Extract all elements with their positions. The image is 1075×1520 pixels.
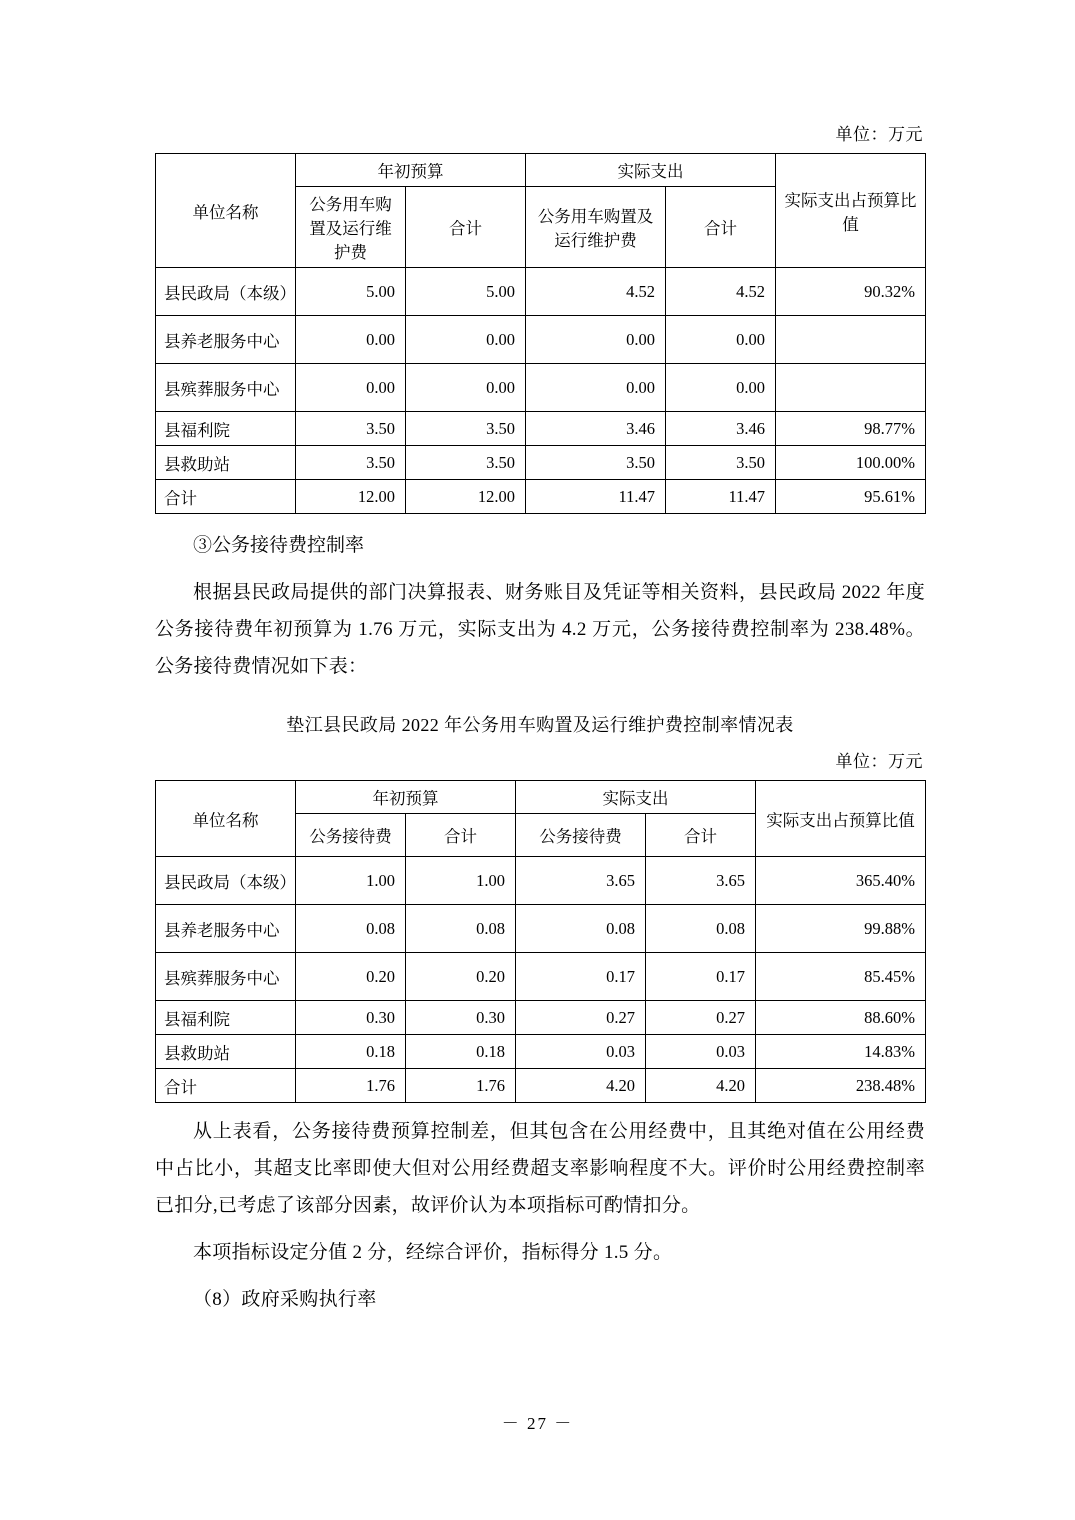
row-actual-hospitality: 4.20 — [516, 1069, 646, 1103]
row-ratio: 365.40% — [756, 857, 926, 905]
row-actual-total: 4.20 — [646, 1069, 756, 1103]
table-row — [156, 953, 926, 1001]
unit-note-second: 单位：万元 — [835, 752, 923, 772]
page-content — [155, 120, 925, 1318]
header-actual-car: 公务用车购置及运行维护费 — [526, 187, 666, 268]
row-actual-total: 0.00 — [666, 316, 776, 364]
row-actual-hospitality: 0.27 — [516, 1001, 646, 1035]
header-actual-total: 合计 — [646, 814, 756, 857]
section-paragraph-1: 根据县民政局提供的部门决算报表、财务账目及凭证等相关资料，县民政局 2022 年度公务接待费年初预算为 1.76 万元，实际支出为 4.2 万元，公务接待费控制率为 238.48%。公务接待费情况如下表： — [155, 582, 925, 678]
header-unit-name: 单位名称 — [156, 781, 296, 857]
row-budget-total: 1.76 — [406, 1069, 516, 1103]
header-ratio: 实际支出占预算比值 — [756, 781, 926, 857]
row-actual-total: 0.00 — [666, 364, 776, 412]
row-budget-hospitality: 0.08 — [296, 905, 406, 953]
row-budget-total: 1.00 — [406, 857, 516, 905]
row-actual-total: 0.08 — [646, 905, 756, 953]
row-name: 县救助站 — [156, 446, 296, 480]
header-unit-name: 单位名称 — [156, 154, 296, 268]
row-budget-car: 0.00 — [296, 316, 406, 364]
table-header-row — [156, 781, 926, 814]
row-actual-total: 3.65 — [646, 857, 756, 905]
row-ratio — [776, 316, 926, 364]
unit-note-top: 单位：万元 — [835, 125, 923, 144]
header-actual-group: 实际支出 — [526, 154, 776, 187]
row-actual-total: 0.03 — [646, 1035, 756, 1069]
header-budget-total: 合计 — [406, 814, 516, 857]
closing-paragraph-3: （8）政府采购执行率 — [193, 1289, 377, 1311]
row-budget-total: 0.18 — [406, 1035, 516, 1069]
table-row — [156, 1001, 926, 1035]
row-ratio: 98.77% — [776, 412, 926, 446]
row-name: 县殡葬服务中心 — [156, 364, 296, 412]
row-budget-hospitality: 0.18 — [296, 1035, 406, 1069]
section-heading: ③公务接待费控制率 — [193, 535, 365, 556]
table-row — [156, 1035, 926, 1069]
row-ratio: 238.48% — [756, 1069, 926, 1103]
table-row — [156, 857, 926, 905]
table2-title: 垫江县民政局 2022 年公务用车购置及运行维护费控制率情况表 — [286, 715, 794, 736]
row-actual-hospitality: 0.03 — [516, 1035, 646, 1069]
row-actual-total: 11.47 — [666, 480, 776, 514]
row-name: 县养老服务中心 — [156, 905, 296, 953]
row-budget-hospitality: 1.00 — [296, 857, 406, 905]
row-budget-hospitality: 0.30 — [296, 1001, 406, 1035]
row-budget-total: 0.00 — [406, 316, 526, 364]
row-name: 县救助站 — [156, 1035, 296, 1069]
table-row — [156, 364, 926, 412]
row-ratio: 14.83% — [756, 1035, 926, 1069]
closing-paragraph-2: 本项指标设定分值 2 分，经综合评价，指标得分 1.5 分。 — [193, 1242, 673, 1264]
row-actual-car: 3.50 — [526, 446, 666, 480]
row-ratio: 85.45% — [756, 953, 926, 1001]
row-budget-total: 0.00 — [406, 364, 526, 412]
row-budget-car: 12.00 — [296, 480, 406, 514]
row-budget-total: 3.50 — [406, 412, 526, 446]
row-actual-car: 3.46 — [526, 412, 666, 446]
row-budget-car: 3.50 — [296, 412, 406, 446]
row-ratio — [776, 364, 926, 412]
table-row — [156, 316, 926, 364]
row-budget-hospitality: 0.20 — [296, 953, 406, 1001]
row-actual-car: 0.00 — [526, 364, 666, 412]
row-name: 合计 — [156, 1069, 296, 1103]
row-actual-total: 0.17 — [646, 953, 756, 1001]
row-actual-car: 11.47 — [526, 480, 666, 514]
closing-paragraph-1: 从上表看，公务接待费预算控制差，但其包含在公用经费中，且其绝对值在公用经费中占比小，其超支比率即使大但对公用经费超支率影响程度不大。评价时公用经费控制率已扣分,已考虑了该部分因素，故评价认为本项指标可酌情扣分。 — [155, 1121, 925, 1217]
header-budget-group: 年初预算 — [296, 154, 526, 187]
table-total-row — [156, 480, 926, 514]
row-actual-hospitality: 3.65 — [516, 857, 646, 905]
header-budget-car: 公务用车购置及运行维护费 — [296, 187, 406, 268]
header-budget-hospitality: 公务接待费 — [296, 814, 406, 857]
row-name: 县养老服务中心 — [156, 316, 296, 364]
table-row — [156, 268, 926, 316]
row-actual-car: 0.00 — [526, 316, 666, 364]
row-actual-total: 0.27 — [646, 1001, 756, 1035]
row-actual-hospitality: 0.17 — [516, 953, 646, 1001]
row-ratio: 100.00% — [776, 446, 926, 480]
hospitality-expense-table — [155, 780, 926, 1103]
row-ratio: 90.32% — [776, 268, 926, 316]
header-actual-total: 合计 — [666, 187, 776, 268]
row-budget-total: 5.00 — [406, 268, 526, 316]
row-budget-total: 0.20 — [406, 953, 516, 1001]
table-row — [156, 412, 926, 446]
row-budget-hospitality: 1.76 — [296, 1069, 406, 1103]
row-budget-total: 0.30 — [406, 1001, 516, 1035]
table-header-row — [156, 154, 926, 187]
row-name: 县福利院 — [156, 1001, 296, 1035]
row-name: 合计 — [156, 480, 296, 514]
row-actual-total: 3.50 — [666, 446, 776, 480]
row-actual-total: 4.52 — [666, 268, 776, 316]
header-budget-total: 合计 — [406, 187, 526, 268]
row-budget-car: 5.00 — [296, 268, 406, 316]
row-name: 县福利院 — [156, 412, 296, 446]
row-actual-hospitality: 0.08 — [516, 905, 646, 953]
row-budget-total: 3.50 — [406, 446, 526, 480]
row-actual-car: 4.52 — [526, 268, 666, 316]
table-total-row — [156, 1069, 926, 1103]
row-budget-total: 0.08 — [406, 905, 516, 953]
row-actual-total: 3.46 — [666, 412, 776, 446]
row-ratio: 95.61% — [776, 480, 926, 514]
row-ratio: 88.60% — [756, 1001, 926, 1035]
header-ratio: 实际支出占预算比值 — [776, 154, 926, 268]
header-actual-hospitality: 公务接待费 — [516, 814, 646, 857]
car-expense-table — [155, 153, 926, 514]
table-row — [156, 446, 926, 480]
row-name: 县殡葬服务中心 — [156, 953, 296, 1001]
header-actual-group: 实际支出 — [516, 781, 756, 814]
header-budget-group: 年初预算 — [296, 781, 516, 814]
row-budget-car: 3.50 — [296, 446, 406, 480]
table-row — [156, 905, 926, 953]
row-name: 县民政局（本级） — [156, 268, 296, 316]
page-number: － 27 － — [501, 1414, 574, 1433]
row-name: 县民政局（本级） — [156, 857, 296, 905]
row-budget-total: 12.00 — [406, 480, 526, 514]
row-ratio: 99.88% — [756, 905, 926, 953]
row-budget-car: 0.00 — [296, 364, 406, 412]
